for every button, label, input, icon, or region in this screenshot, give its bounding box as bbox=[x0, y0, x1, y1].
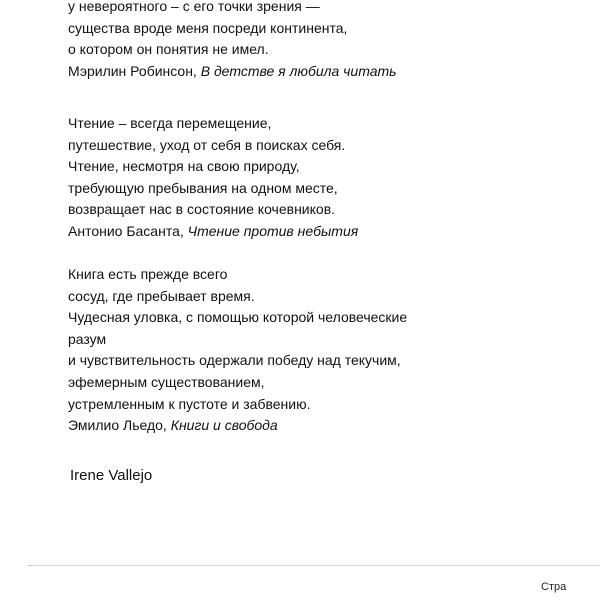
epigraph-line: сосуд, где пребывает время. bbox=[68, 287, 255, 304]
epigraph-line: существа вроде меня посреди континента, bbox=[68, 19, 348, 36]
epigraph-work-title: В детстве я любила читать bbox=[200, 62, 397, 79]
epigraph-lledo bbox=[68, 264, 407, 437]
epigraph-attribution bbox=[68, 221, 358, 243]
epigraph-basanta bbox=[68, 113, 358, 243]
page-footer-label: Стра bbox=[541, 581, 567, 593]
epigraph-line: Чтение – всегда перемещение, bbox=[68, 115, 272, 131]
epigraph-work-title: Книги и свобода bbox=[170, 417, 278, 434]
epigraph-line: у невероятного – с его точки зрения — bbox=[68, 0, 320, 14]
epigraph-line: разум bbox=[68, 330, 107, 347]
epigraph-line: требующую пребывания на одном месте, bbox=[68, 179, 338, 196]
epigraph-attribution bbox=[68, 61, 397, 83]
epigraph-line: о котором он понятия не имел. bbox=[68, 41, 269, 58]
epigraph-robinson bbox=[68, 0, 397, 82]
epigraph-line: Чудесная уловка, с помощью которой человеческие bbox=[68, 309, 408, 326]
epigraph-line: и чувствительность одержали победу над текучим, bbox=[68, 352, 401, 369]
epigraph-author: Мэрилин Робинсон, bbox=[68, 62, 201, 79]
epigraph-line: устремленным к пустоте и забвению. bbox=[68, 395, 311, 412]
page-divider bbox=[28, 565, 600, 566]
author-signature: Irene Vallejo bbox=[70, 467, 153, 484]
epigraph-work-title: Чтение против небытия bbox=[187, 222, 359, 239]
epigraph-line: эфемерным существованием, bbox=[68, 373, 265, 390]
epigraph-author: Антонио Басанта, bbox=[68, 222, 188, 239]
epigraph-attribution bbox=[68, 415, 407, 437]
epigraph-line: Книга есть прежде всего bbox=[68, 266, 228, 282]
epigraph-line: путешествие, уход от себя в поисках себя. bbox=[68, 136, 346, 153]
epigraph-author: Эмилио Льедо, bbox=[68, 417, 171, 434]
epigraph-line: возвращает нас в состояние кочевников. bbox=[68, 201, 336, 218]
epigraph-line: Чтение, несмотря на свою природу, bbox=[68, 158, 300, 175]
